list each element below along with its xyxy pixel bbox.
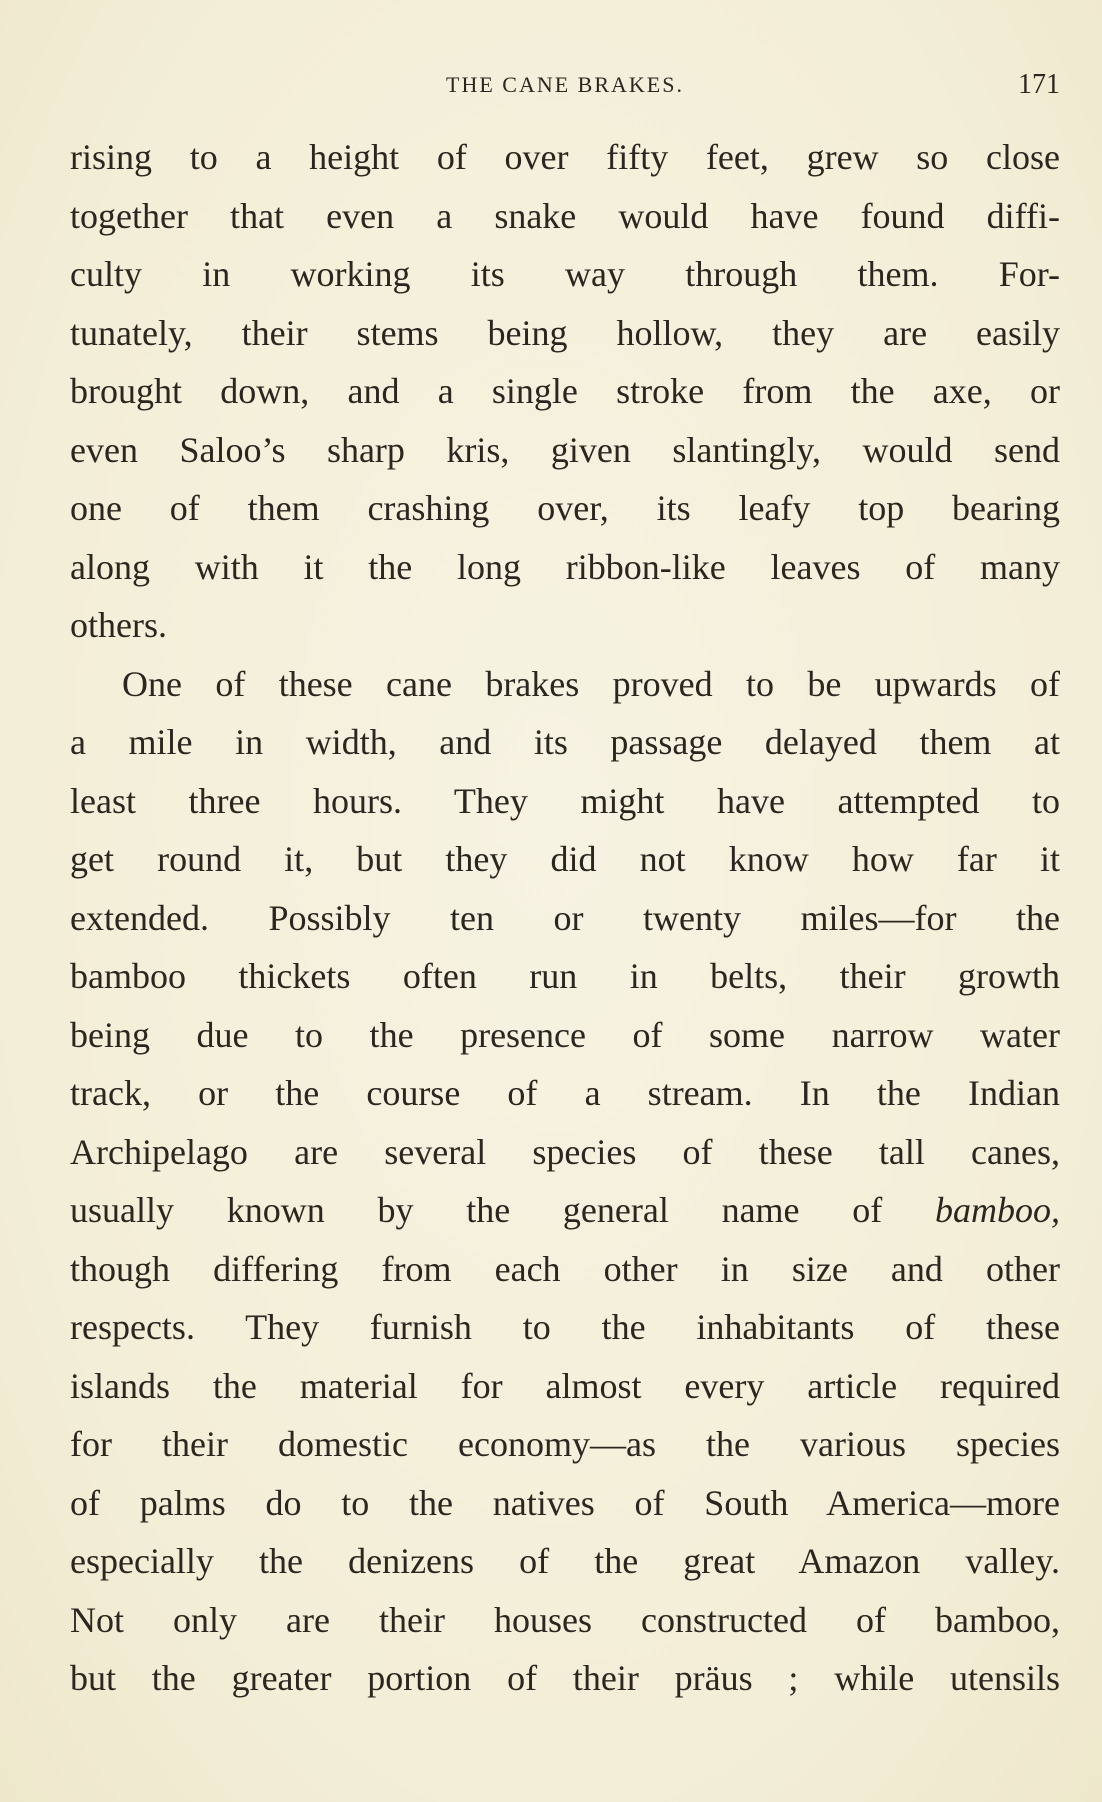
text-line: along with it the long ribbon-like leaves of many (70, 546, 1060, 587)
running-head (70, 68, 1060, 102)
text-line: but the greater portion of their präus ; while utensils (70, 1658, 1060, 1698)
paragraph-1 (70, 128, 1060, 655)
text-line: being due to the presence of some narrow water (70, 1014, 1060, 1055)
text-line: tunately, their stems being hollow, they are easily (70, 312, 1060, 353)
text-line: islands the material for almost every article required (70, 1365, 1060, 1406)
text-line: bamboo thickets often run in belts, their growth (70, 956, 1060, 996)
text-line: culty in working its way through them. For- (70, 254, 1060, 294)
text-line: though differing from each other in size and other (70, 1248, 1060, 1289)
text-line: One of these cane brakes proved to be upwards of (122, 663, 1060, 704)
text-line: one of them crashing over, its leafy top bearing (70, 488, 1060, 528)
text-line: others. (70, 605, 167, 645)
text-line: respects. They furnish to the inhabitants of these (70, 1307, 1060, 1347)
text-line: together that even a snake would have found diffi- (70, 195, 1060, 236)
text-line: least three hours. They might have attempted to (70, 780, 1060, 821)
text-line: for their domestic economy—as the various species (70, 1424, 1060, 1464)
body-text (70, 128, 1060, 1708)
text-line: usually known by the general name of bamboo, (70, 1190, 1060, 1230)
text-line: Not only are their houses constructed of bamboo, (70, 1599, 1060, 1640)
paragraph-2 (70, 655, 1060, 1708)
text-line: of palms do to the natives of South America—more (70, 1482, 1060, 1523)
text-line: especially the denizens of the great Amazon valley. (70, 1541, 1060, 1581)
text-line: a mile in width, and its passage delayed them at (70, 722, 1060, 762)
text-line: extended. Possibly ten or twenty miles—for the (70, 897, 1060, 938)
page-number: 171 (1018, 69, 1060, 100)
text-line: even Saloo’s sharp kris, given slantingly, would send (70, 429, 1060, 470)
text-line: brought down, and a single stroke from the axe, or (70, 371, 1060, 411)
text-line: Archipelago are several species of these tall canes, (70, 1131, 1060, 1172)
running-title: THE CANE BRAKES. (446, 72, 684, 97)
text-line: get round it, but they did not know how far it (70, 839, 1060, 879)
text-line: track, or the course of a stream. In the Indian (70, 1073, 1060, 1113)
text-line: rising to a height of over fifty feet, grew so close (70, 137, 1060, 177)
